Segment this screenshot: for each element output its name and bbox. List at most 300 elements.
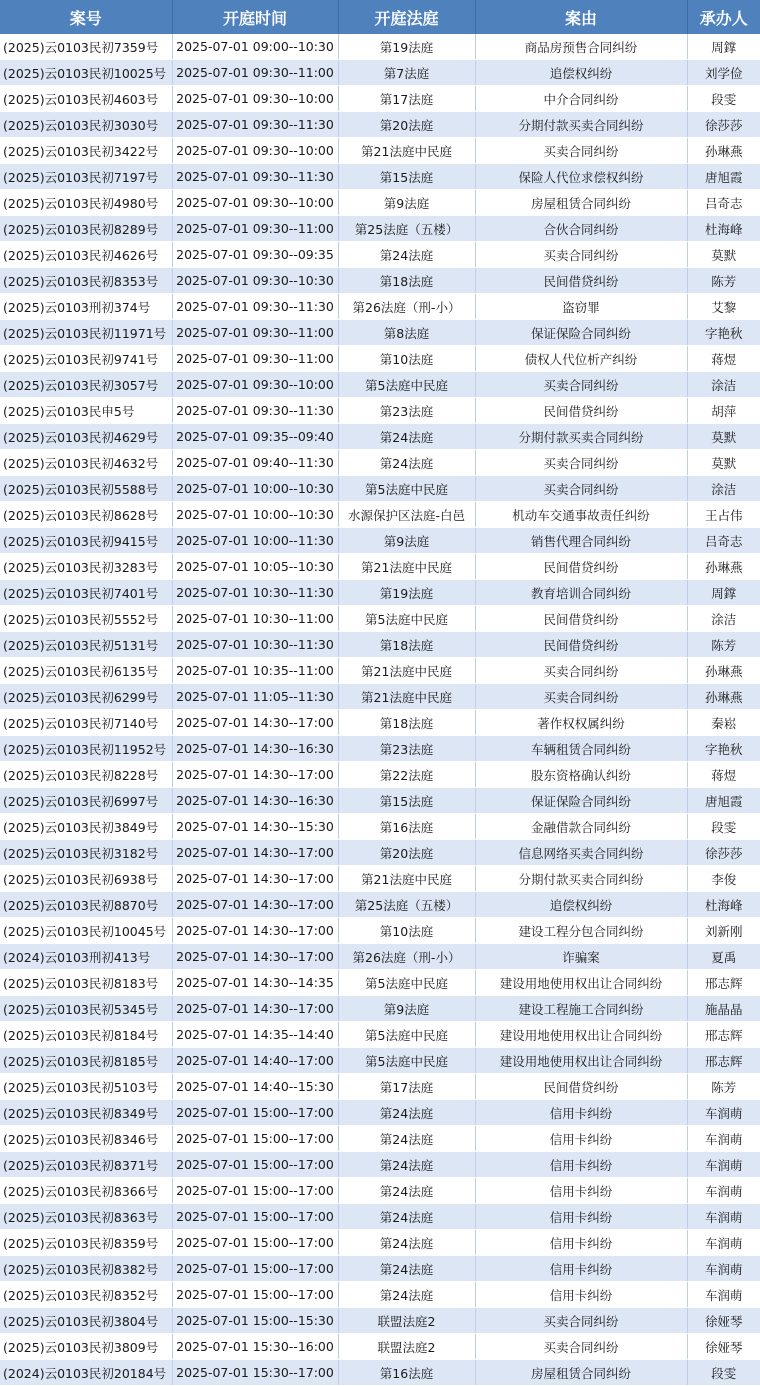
case-number-cell: (2025)云0103民初3804号 — [0, 1308, 172, 1334]
case-number-cell: (2025)云0103民初11952号 — [0, 736, 172, 762]
hearing-time-cell: 2025-07-01 09:30--11:30 — [172, 294, 338, 320]
case-number-cell: (2025)云0103民初5552号 — [0, 606, 172, 632]
judge-cell: 车润萌 — [687, 1282, 760, 1308]
courtroom-cell: 第10法庭 — [338, 346, 475, 372]
case-number-cell: (2025)云0103民初8185号 — [0, 1048, 172, 1074]
cause-cell: 机动车交通事故责任纠纷 — [475, 502, 687, 528]
hearing-time-cell: 2025-07-01 15:00--17:00 — [172, 1126, 338, 1152]
table-row — [0, 320, 760, 346]
case-number-cell: (2025)云0103民申5号 — [0, 398, 172, 424]
table-row — [0, 216, 760, 242]
cause-cell: 股东资格确认纠纷 — [475, 762, 687, 788]
judge-cell: 莫默 — [687, 450, 760, 476]
table-row — [0, 476, 760, 502]
judge-cell: 段雯 — [687, 814, 760, 840]
courtroom-cell: 第24法庭 — [338, 1100, 475, 1126]
hearing-time-cell: 2025-07-01 09:30--11:30 — [172, 398, 338, 424]
courtroom-cell: 第15法庭 — [338, 788, 475, 814]
courtroom-cell: 第24法庭 — [338, 1204, 475, 1230]
courtroom-cell: 第9法庭 — [338, 190, 475, 216]
case-number-cell: (2025)云0103民初8371号 — [0, 1152, 172, 1178]
column-header-cause: 案由 — [475, 0, 687, 34]
cause-cell: 信用卡纠纷 — [475, 1152, 687, 1178]
case-number-cell: (2025)云0103民初3030号 — [0, 112, 172, 138]
table-row — [0, 996, 760, 1022]
courtroom-cell: 第25法庭（五楼） — [338, 216, 475, 242]
cause-cell: 追偿权纠纷 — [475, 60, 687, 86]
hearing-time-cell: 2025-07-01 14:30--17:00 — [172, 944, 338, 970]
cause-cell: 信用卡纠纷 — [475, 1282, 687, 1308]
case-number-cell: (2025)云0103民初8363号 — [0, 1204, 172, 1230]
table-row — [0, 1282, 760, 1308]
judge-cell: 段雯 — [687, 1360, 760, 1386]
judge-cell: 徐娅琴 — [687, 1308, 760, 1334]
cause-cell: 买卖合同纠纷 — [475, 1308, 687, 1334]
case-number-cell: (2024)云0103民初20184号 — [0, 1360, 172, 1386]
case-number-cell: (2025)云0103民初6938号 — [0, 866, 172, 892]
cause-cell: 买卖合同纠纷 — [475, 1334, 687, 1360]
case-number-cell: (2025)云0103民初3422号 — [0, 138, 172, 164]
case-number-cell: (2025)云0103民初8366号 — [0, 1178, 172, 1204]
header-row — [0, 0, 760, 34]
judge-cell: 邢志辉 — [687, 970, 760, 996]
case-number-cell: (2025)云0103民初3849号 — [0, 814, 172, 840]
judge-cell: 徐莎莎 — [687, 112, 760, 138]
cause-cell: 房屋租赁合同纠纷 — [475, 1360, 687, 1386]
case-number-cell: (2025)云0103民初5345号 — [0, 996, 172, 1022]
case-number-cell: (2025)云0103民初4626号 — [0, 242, 172, 268]
hearing-time-cell: 2025-07-01 09:30--10:00 — [172, 190, 338, 216]
hearing-time-cell: 2025-07-01 14:30--17:00 — [172, 762, 338, 788]
column-header-judge: 承办人 — [687, 0, 760, 34]
table-row — [0, 606, 760, 632]
hearing-time-cell: 2025-07-01 15:30--16:00 — [172, 1334, 338, 1360]
courtroom-cell: 第5法庭中民庭 — [338, 1022, 475, 1048]
courtroom-cell: 第5法庭中民庭 — [338, 372, 475, 398]
cause-cell: 教育培训合同纠纷 — [475, 580, 687, 606]
courtroom-cell: 第21法庭中民庭 — [338, 554, 475, 580]
courtroom-cell: 第15法庭 — [338, 164, 475, 190]
hearing-time-cell: 2025-07-01 10:30--11:30 — [172, 632, 338, 658]
cause-cell: 金融借款合同纠纷 — [475, 814, 687, 840]
cause-cell: 建设用地使用权出让合同纠纷 — [475, 1022, 687, 1048]
judge-cell: 邢志辉 — [687, 1022, 760, 1048]
case-number-cell: (2025)云0103民初8352号 — [0, 1282, 172, 1308]
table-row — [0, 86, 760, 112]
case-number-cell: (2025)云0103民初8289号 — [0, 216, 172, 242]
judge-cell: 字艳秋 — [687, 736, 760, 762]
cause-cell: 民间借贷纠纷 — [475, 398, 687, 424]
judge-cell: 车润萌 — [687, 1178, 760, 1204]
hearing-time-cell: 2025-07-01 14:30--16:30 — [172, 736, 338, 762]
table-row — [0, 788, 760, 814]
judge-cell: 杜海峰 — [687, 892, 760, 918]
courtroom-cell: 第16法庭 — [338, 814, 475, 840]
courtroom-cell: 第8法庭 — [338, 320, 475, 346]
case-number-cell: (2025)云0103民初4632号 — [0, 450, 172, 476]
cause-cell: 追偿权纠纷 — [475, 892, 687, 918]
cause-cell: 信用卡纠纷 — [475, 1230, 687, 1256]
case-number-cell: (2025)云0103民初7140号 — [0, 710, 172, 736]
case-number-cell: (2025)云0103民初5131号 — [0, 632, 172, 658]
table-row — [0, 502, 760, 528]
cause-cell: 信用卡纠纷 — [475, 1204, 687, 1230]
case-number-cell: (2025)云0103民初8183号 — [0, 970, 172, 996]
table-row — [0, 34, 760, 60]
hearing-time-cell: 2025-07-01 14:30--17:00 — [172, 866, 338, 892]
judge-cell: 刘新刚 — [687, 918, 760, 944]
table-row — [0, 892, 760, 918]
cause-cell: 分期付款买卖合同纠纷 — [475, 866, 687, 892]
case-number-cell: (2025)云0103民初4980号 — [0, 190, 172, 216]
case-number-cell: (2025)云0103民初4629号 — [0, 424, 172, 450]
cause-cell: 保险人代位求偿权纠纷 — [475, 164, 687, 190]
table-row — [0, 1178, 760, 1204]
courtroom-cell: 第24法庭 — [338, 1282, 475, 1308]
judge-cell: 涂洁 — [687, 372, 760, 398]
table-row — [0, 242, 760, 268]
courtroom-cell: 第18法庭 — [338, 710, 475, 736]
cause-cell: 买卖合同纠纷 — [475, 476, 687, 502]
table-row — [0, 164, 760, 190]
cause-cell: 民间借贷纠纷 — [475, 554, 687, 580]
hearing-time-cell: 2025-07-01 14:35--14:40 — [172, 1022, 338, 1048]
judge-cell: 涂洁 — [687, 476, 760, 502]
courtroom-cell: 第5法庭中民庭 — [338, 476, 475, 502]
courtroom-cell: 第21法庭中民庭 — [338, 866, 475, 892]
hearing-time-cell: 2025-07-01 10:00--10:30 — [172, 502, 338, 528]
cause-cell: 债权人代位析产纠纷 — [475, 346, 687, 372]
courtroom-cell: 第26法庭（刑-小） — [338, 944, 475, 970]
judge-cell: 杜海峰 — [687, 216, 760, 242]
case-number-cell: (2025)云0103民初6997号 — [0, 788, 172, 814]
table-row — [0, 60, 760, 86]
hearing-time-cell: 2025-07-01 15:00--17:00 — [172, 1152, 338, 1178]
case-number-cell: (2025)云0103民初3283号 — [0, 554, 172, 580]
hearing-time-cell: 2025-07-01 09:30--09:35 — [172, 242, 338, 268]
table-row — [0, 944, 760, 970]
cause-cell: 买卖合同纠纷 — [475, 450, 687, 476]
cause-cell: 房屋租赁合同纠纷 — [475, 190, 687, 216]
judge-cell: 车润萌 — [687, 1204, 760, 1230]
table-row — [0, 294, 760, 320]
table-row — [0, 840, 760, 866]
cause-cell: 保证保险合同纠纷 — [475, 788, 687, 814]
judge-cell: 唐旭霞 — [687, 164, 760, 190]
courtroom-cell: 第17法庭 — [338, 1074, 475, 1100]
cause-cell: 买卖合同纠纷 — [475, 684, 687, 710]
hearing-time-cell: 2025-07-01 09:30--11:30 — [172, 164, 338, 190]
judge-cell: 唐旭霞 — [687, 788, 760, 814]
case-number-cell: (2025)云0103民初5588号 — [0, 476, 172, 502]
table-row — [0, 528, 760, 554]
cause-cell: 信用卡纠纷 — [475, 1256, 687, 1282]
courtroom-cell: 第16法庭 — [338, 1360, 475, 1386]
hearing-time-cell: 2025-07-01 10:30--11:00 — [172, 606, 338, 632]
courtroom-cell: 第19法庭 — [338, 34, 475, 60]
courtroom-cell: 联盟法庭2 — [338, 1308, 475, 1334]
hearing-time-cell: 2025-07-01 09:30--11:00 — [172, 60, 338, 86]
hearing-time-cell: 2025-07-01 09:30--11:00 — [172, 216, 338, 242]
hearing-time-cell: 2025-07-01 10:35--11:00 — [172, 658, 338, 684]
table-row — [0, 970, 760, 996]
hearing-time-cell: 2025-07-01 15:00--15:30 — [172, 1308, 338, 1334]
case-number-cell: (2025)云0103民初10025号 — [0, 60, 172, 86]
hearing-time-cell: 2025-07-01 15:30--17:00 — [172, 1360, 338, 1386]
hearing-time-cell: 2025-07-01 10:30--11:30 — [172, 580, 338, 606]
courtroom-cell: 第7法庭 — [338, 60, 475, 86]
hearing-time-cell: 2025-07-01 11:05--11:30 — [172, 684, 338, 710]
judge-cell: 蒋煜 — [687, 346, 760, 372]
case-number-cell: (2025)云0103民初9415号 — [0, 528, 172, 554]
table-row — [0, 658, 760, 684]
hearing-time-cell: 2025-07-01 09:35--09:40 — [172, 424, 338, 450]
judge-cell: 孙琳燕 — [687, 684, 760, 710]
cause-cell: 保证保险合同纠纷 — [475, 320, 687, 346]
courtroom-cell: 第25法庭（五楼） — [338, 892, 475, 918]
judge-cell: 徐莎莎 — [687, 840, 760, 866]
judge-cell: 车润萌 — [687, 1152, 760, 1178]
courtroom-cell: 第17法庭 — [338, 86, 475, 112]
hearing-time-cell: 2025-07-01 09:40--11:30 — [172, 450, 338, 476]
judge-cell: 孙琳燕 — [687, 554, 760, 580]
courtroom-cell: 第21法庭中民庭 — [338, 658, 475, 684]
case-number-cell: (2025)云0103民初7401号 — [0, 580, 172, 606]
table-row — [0, 450, 760, 476]
table-row — [0, 918, 760, 944]
table-row — [0, 268, 760, 294]
table-row — [0, 814, 760, 840]
judge-cell: 字艳秋 — [687, 320, 760, 346]
hearing-time-cell: 2025-07-01 09:30--10:00 — [172, 86, 338, 112]
case-number-cell: (2025)云0103民初6299号 — [0, 684, 172, 710]
hearing-time-cell: 2025-07-01 09:30--11:00 — [172, 346, 338, 372]
cause-cell: 建设工程施工合同纠纷 — [475, 996, 687, 1022]
judge-cell: 陈芳 — [687, 632, 760, 658]
cause-cell: 信息网络买卖合同纠纷 — [475, 840, 687, 866]
case-number-cell: (2025)云0103民初7359号 — [0, 34, 172, 60]
case-number-cell: (2025)云0103刑初374号 — [0, 294, 172, 320]
courtroom-cell: 第9法庭 — [338, 996, 475, 1022]
table-row — [0, 866, 760, 892]
courtroom-cell: 第21法庭中民庭 — [338, 684, 475, 710]
hearing-time-cell: 2025-07-01 15:00--17:00 — [172, 1204, 338, 1230]
column-header-case-number: 案号 — [0, 0, 172, 34]
cause-cell: 诈骗案 — [475, 944, 687, 970]
cause-cell: 分期付款买卖合同纠纷 — [475, 112, 687, 138]
cause-cell: 信用卡纠纷 — [475, 1178, 687, 1204]
hearing-time-cell: 2025-07-01 09:30--11:30 — [172, 112, 338, 138]
case-number-cell: (2025)云0103民初7197号 — [0, 164, 172, 190]
courtroom-cell: 第24法庭 — [338, 1256, 475, 1282]
hearing-time-cell: 2025-07-01 15:00--17:00 — [172, 1230, 338, 1256]
case-number-cell: (2025)云0103民初8628号 — [0, 502, 172, 528]
hearing-time-cell: 2025-07-01 10:05--10:30 — [172, 554, 338, 580]
cause-cell: 合伙合同纠纷 — [475, 216, 687, 242]
cause-cell: 商品房预售合同纠纷 — [475, 34, 687, 60]
courtroom-cell: 第23法庭 — [338, 736, 475, 762]
judge-cell: 莫默 — [687, 424, 760, 450]
judge-cell: 吕奇志 — [687, 190, 760, 216]
table-header — [0, 0, 760, 34]
table-row — [0, 1256, 760, 1282]
case-number-cell: (2025)云0103民初8359号 — [0, 1230, 172, 1256]
hearing-time-cell: 2025-07-01 14:40--17:00 — [172, 1048, 338, 1074]
case-number-cell: (2025)云0103民初8349号 — [0, 1100, 172, 1126]
courtroom-cell: 第22法庭 — [338, 762, 475, 788]
judge-cell: 孙琳燕 — [687, 658, 760, 684]
case-number-cell: (2025)云0103民初10045号 — [0, 918, 172, 944]
table-row — [0, 1126, 760, 1152]
table-row — [0, 1334, 760, 1360]
courtroom-cell: 联盟法庭2 — [338, 1334, 475, 1360]
judge-cell: 孙琳燕 — [687, 138, 760, 164]
case-number-cell: (2025)云0103民初5103号 — [0, 1074, 172, 1100]
case-number-cell: (2025)云0103民初9741号 — [0, 346, 172, 372]
cause-cell: 买卖合同纠纷 — [475, 372, 687, 398]
case-number-cell: (2025)云0103民初8184号 — [0, 1022, 172, 1048]
cause-cell: 信用卡纠纷 — [475, 1126, 687, 1152]
hearing-time-cell: 2025-07-01 15:00--17:00 — [172, 1256, 338, 1282]
case-number-cell: (2025)云0103民初3057号 — [0, 372, 172, 398]
table-row — [0, 424, 760, 450]
judge-cell: 邢志辉 — [687, 1048, 760, 1074]
hearing-time-cell: 2025-07-01 14:40--15:30 — [172, 1074, 338, 1100]
hearing-time-cell: 2025-07-01 14:30--15:30 — [172, 814, 338, 840]
cause-cell: 民间借贷纠纷 — [475, 606, 687, 632]
courtroom-cell: 第18法庭 — [338, 632, 475, 658]
hearing-time-cell: 2025-07-01 14:30--17:00 — [172, 918, 338, 944]
hearing-time-cell: 2025-07-01 09:00--10:30 — [172, 34, 338, 60]
courtroom-cell: 第5法庭中民庭 — [338, 970, 475, 996]
courtroom-cell: 第23法庭 — [338, 398, 475, 424]
hearing-time-cell: 2025-07-01 10:00--10:30 — [172, 476, 338, 502]
courtroom-cell: 第18法庭 — [338, 268, 475, 294]
table-row — [0, 1074, 760, 1100]
table-row — [0, 1048, 760, 1074]
table-row — [0, 1100, 760, 1126]
courtroom-cell: 第24法庭 — [338, 1178, 475, 1204]
cause-cell: 民间借贷纠纷 — [475, 632, 687, 658]
hearing-time-cell: 2025-07-01 09:30--10:00 — [172, 138, 338, 164]
hearing-time-cell: 2025-07-01 09:30--10:30 — [172, 268, 338, 294]
table-row — [0, 398, 760, 424]
cause-cell: 销售代理合同纠纷 — [475, 528, 687, 554]
judge-cell: 车润萌 — [687, 1230, 760, 1256]
table-row — [0, 138, 760, 164]
courtroom-cell: 第5法庭中民庭 — [338, 1048, 475, 1074]
courtroom-cell: 第24法庭 — [338, 1230, 475, 1256]
case-number-cell: (2025)云0103民初3809号 — [0, 1334, 172, 1360]
table-row — [0, 112, 760, 138]
table-row — [0, 346, 760, 372]
cause-cell: 车辆租赁合同纠纷 — [475, 736, 687, 762]
hearing-time-cell: 2025-07-01 15:00--17:00 — [172, 1178, 338, 1204]
hearing-time-cell: 2025-07-01 09:30--10:00 — [172, 372, 338, 398]
hearing-time-cell: 2025-07-01 14:30--17:00 — [172, 710, 338, 736]
courtroom-cell: 第26法庭（刑-小） — [338, 294, 475, 320]
judge-cell: 段雯 — [687, 86, 760, 112]
table-row — [0, 1360, 760, 1386]
judge-cell: 周鐣 — [687, 34, 760, 60]
judge-cell: 蒋煜 — [687, 762, 760, 788]
cause-cell: 建设用地使用权出让合同纠纷 — [475, 970, 687, 996]
table-row — [0, 736, 760, 762]
courtroom-cell: 第9法庭 — [338, 528, 475, 554]
case-number-cell: (2025)云0103民初8382号 — [0, 1256, 172, 1282]
cause-cell: 盗窃罪 — [475, 294, 687, 320]
table-row — [0, 1152, 760, 1178]
cause-cell: 买卖合同纠纷 — [475, 242, 687, 268]
hearing-time-cell: 2025-07-01 09:30--11:00 — [172, 320, 338, 346]
cause-cell: 建设工程分包合同纠纷 — [475, 918, 687, 944]
case-number-cell: (2025)云0103民初4603号 — [0, 86, 172, 112]
judge-cell: 李俊 — [687, 866, 760, 892]
hearing-time-cell: 2025-07-01 10:00--11:30 — [172, 528, 338, 554]
hearing-time-cell: 2025-07-01 14:30--14:35 — [172, 970, 338, 996]
hearing-time-cell: 2025-07-01 14:30--17:00 — [172, 892, 338, 918]
case-number-cell: (2025)云0103民初6135号 — [0, 658, 172, 684]
case-number-cell: (2024)云0103刑初413号 — [0, 944, 172, 970]
hearing-time-cell: 2025-07-01 15:00--17:00 — [172, 1282, 338, 1308]
courtroom-cell: 第24法庭 — [338, 424, 475, 450]
judge-cell: 刘学俭 — [687, 60, 760, 86]
judge-cell: 胡萍 — [687, 398, 760, 424]
table-row — [0, 1230, 760, 1256]
hearing-time-cell: 2025-07-01 15:00--17:00 — [172, 1100, 338, 1126]
hearing-time-cell: 2025-07-01 14:30--17:00 — [172, 840, 338, 866]
courtroom-cell: 第20法庭 — [338, 112, 475, 138]
courtroom-cell: 第19法庭 — [338, 580, 475, 606]
judge-cell: 陈芳 — [687, 268, 760, 294]
courtroom-cell: 第24法庭 — [338, 1126, 475, 1152]
cause-cell: 著作权权属纠纷 — [475, 710, 687, 736]
table-row — [0, 1022, 760, 1048]
hearing-time-cell: 2025-07-01 14:30--16:30 — [172, 788, 338, 814]
judge-cell: 艾黎 — [687, 294, 760, 320]
table-row — [0, 190, 760, 216]
table-row — [0, 372, 760, 398]
cause-cell: 信用卡纠纷 — [475, 1100, 687, 1126]
cause-cell: 中介合同纠纷 — [475, 86, 687, 112]
courtroom-cell: 第10法庭 — [338, 918, 475, 944]
courtroom-cell: 第24法庭 — [338, 450, 475, 476]
judge-cell: 夏禹 — [687, 944, 760, 970]
courtroom-cell: 第21法庭中民庭 — [338, 138, 475, 164]
judge-cell: 涂洁 — [687, 606, 760, 632]
courtroom-cell: 第20法庭 — [338, 840, 475, 866]
table-row — [0, 684, 760, 710]
courtroom-cell: 第24法庭 — [338, 1152, 475, 1178]
cause-cell: 民间借贷纠纷 — [475, 268, 687, 294]
cause-cell: 买卖合同纠纷 — [475, 138, 687, 164]
cause-cell: 民间借贷纠纷 — [475, 1074, 687, 1100]
cause-cell: 分期付款买卖合同纠纷 — [475, 424, 687, 450]
judge-cell: 王占伟 — [687, 502, 760, 528]
case-number-cell: (2025)云0103民初11971号 — [0, 320, 172, 346]
case-number-cell: (2025)云0103民初8346号 — [0, 1126, 172, 1152]
hearing-time-cell: 2025-07-01 14:30--17:00 — [172, 996, 338, 1022]
judge-cell: 吕奇志 — [687, 528, 760, 554]
column-header-hearing-time: 开庭时间 — [172, 0, 338, 34]
judge-cell: 莫默 — [687, 242, 760, 268]
table-row — [0, 632, 760, 658]
courtroom-cell: 第24法庭 — [338, 242, 475, 268]
case-number-cell: (2025)云0103民初3182号 — [0, 840, 172, 866]
column-header-courtroom: 开庭法庭 — [338, 0, 475, 34]
table-row — [0, 762, 760, 788]
judge-cell: 陈芳 — [687, 1074, 760, 1100]
